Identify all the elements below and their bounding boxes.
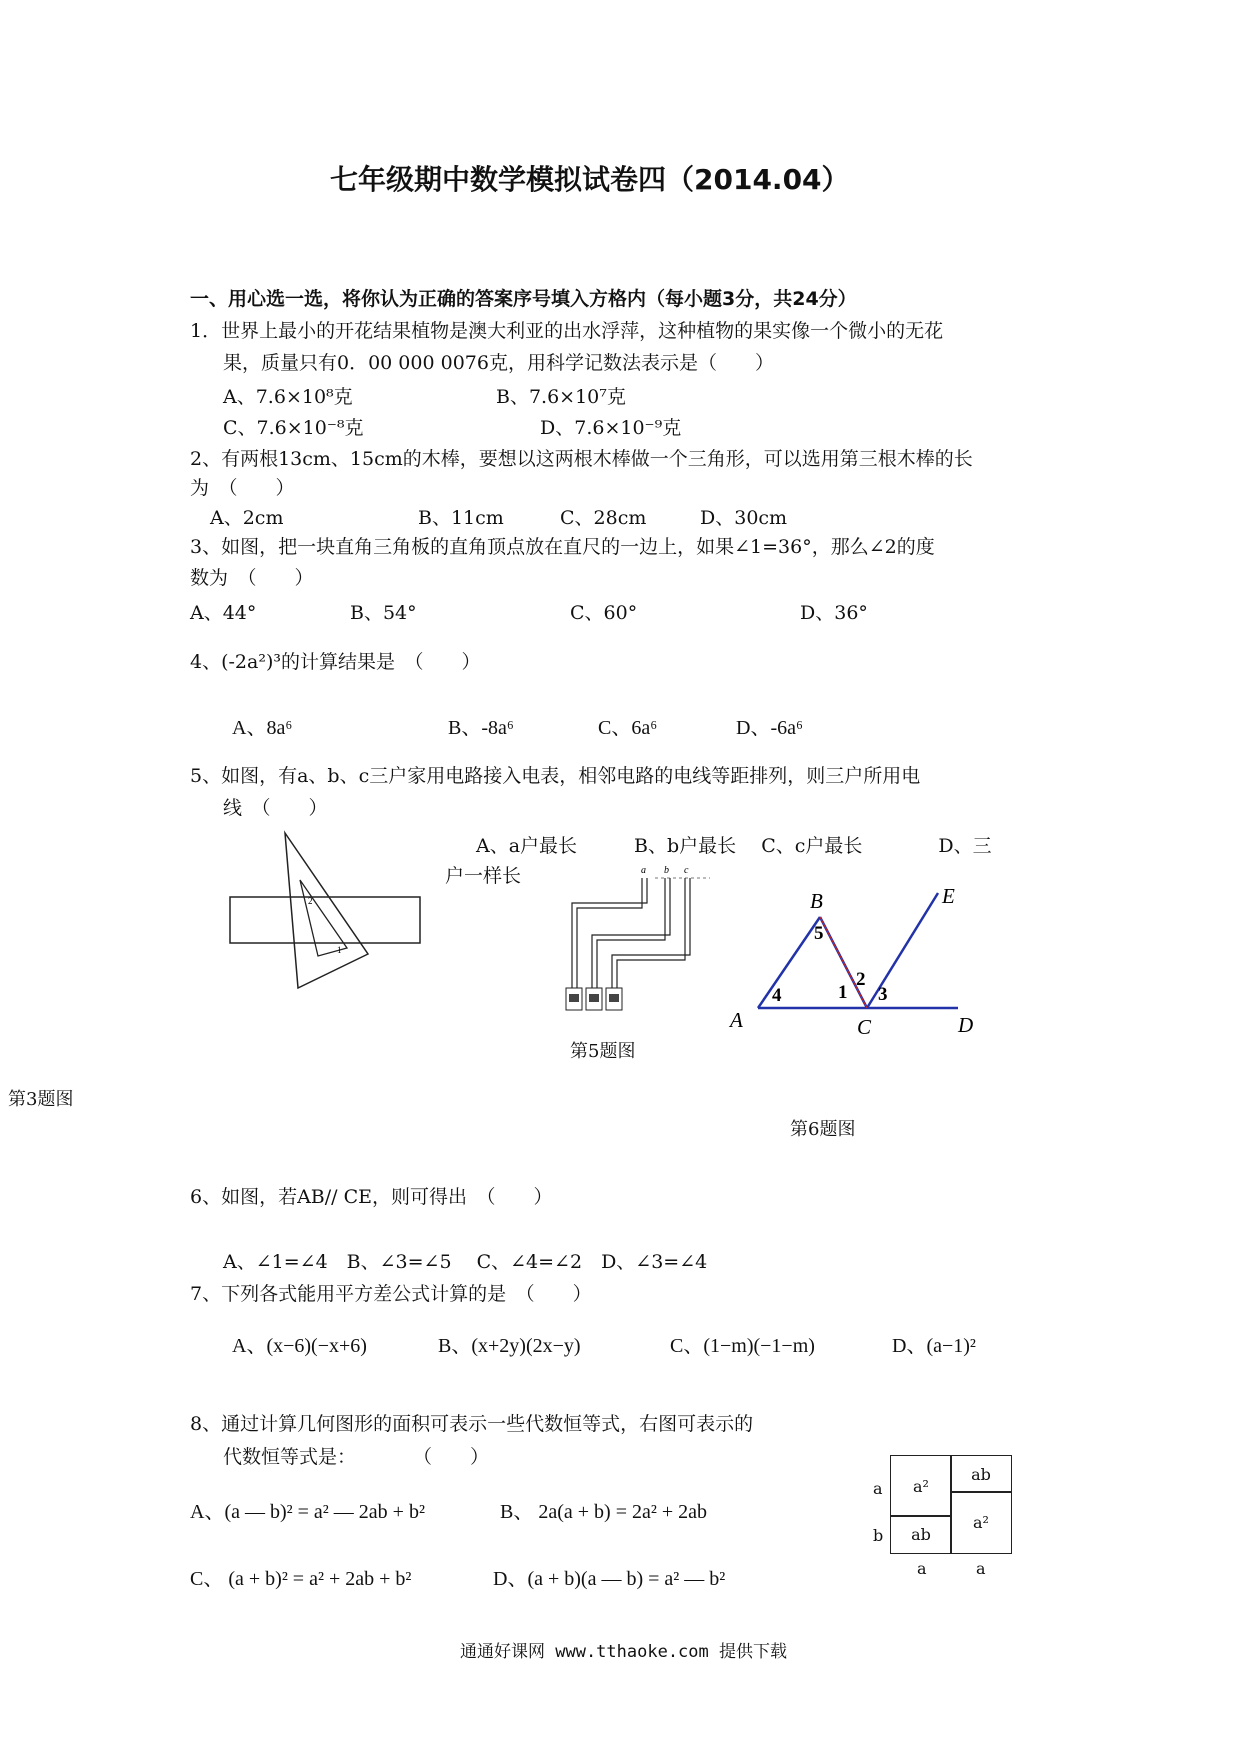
q4-option-d: D、-6a⁶ (736, 717, 803, 739)
q5-options-line1: A、a户最长 B、b户最长 C、c户最长 D、三 (476, 835, 992, 857)
wire-c-label: c (684, 865, 689, 876)
q8-option-a: A、(a — b)² = a² — 2ab + b² (190, 1501, 425, 1523)
q4-option-c: C、6a⁶ (598, 717, 658, 739)
bottom-label-a-left: a (917, 1559, 927, 1578)
q1-line2: 果，质量只有0．00 000 0076克，用科学记数法表示是（ ） (223, 352, 774, 374)
figure-5 (545, 860, 715, 1020)
side-label-b: b (873, 1526, 884, 1545)
q3-line1: 3、如图，把一块直角三角板的直角顶点放在直尺的一边上，如果∠1=36°，那么∠2的度 (190, 536, 935, 558)
bottom-label-a-right: a (976, 1559, 986, 1578)
wire-b-label: b (664, 865, 669, 876)
angle-3-label: 3 (878, 984, 888, 1005)
q2-option-c: C、28cm (560, 507, 647, 529)
q3-option-d: D、36° (800, 602, 868, 624)
q1-option-b: B、7.6×10⁷克 (496, 386, 626, 408)
q5-line1: 5、如图，有a、b、c三户家用电路接入电表，相邻电路的电线等距排列，则三户所用电 (190, 765, 921, 787)
q2-option-d: D、30cm (700, 507, 788, 529)
q1-option-c: C、7.6×10⁻⁸克 (223, 417, 364, 439)
q4-option-a: A、8a⁶ (232, 717, 293, 739)
q5-options-line2: 户一样长 (445, 865, 522, 887)
section-heading: 一、用心选一选，将你认为正确的答案序号填入方格内（每小题3分，共24分） (190, 288, 857, 310)
q8-option-d: D、(a + b)(a — b) = a² — b² (493, 1568, 726, 1590)
q1-option-a: A、7.6×10⁸克 (223, 386, 353, 408)
point-e-label: E (942, 884, 955, 908)
angle-4-label: 4 (772, 985, 782, 1006)
footer-text: 通通好课网 www.tthaoke.com 提供下载 (460, 1642, 787, 1662)
point-d-label: D (958, 1013, 974, 1037)
q1-option-d: D、7.6×10⁻⁹克 (540, 417, 682, 439)
q2-option-b: B、11cm (418, 507, 504, 529)
page-title: 七年级期中数学模拟试卷四（2014.04） (330, 163, 850, 196)
q7-option-c: C、(1−m)(−1−m) (670, 1335, 815, 1357)
q7-option-d: D、(a−1)² (892, 1335, 976, 1357)
q3-option-a: A、44° (190, 602, 257, 624)
square-a2-top-left: a² (890, 1455, 952, 1517)
point-c-label: C (857, 1015, 872, 1039)
rect-ab-top-right: ab (950, 1455, 1012, 1493)
q7-option-a: A、(x−6)(−x+6) (232, 1335, 367, 1357)
figure-3 (225, 830, 425, 990)
q8-line1: 8、通过计算几何图形的面积可表示一些代数恒等式，右图可表示的 (190, 1413, 754, 1435)
q2-line1: 2、有两根13cm、15cm的木棒，要想以这两根木棒做一个三角形，可以选用第三根木棒的长 (190, 448, 973, 470)
point-b-label: B (810, 889, 823, 913)
q1-line1: 1．世界上最小的开花结果植物是澳大利亚的出水浮萍，这种植物的果实像一个微小的无花 (190, 320, 944, 342)
angle-5-label: 5 (814, 923, 824, 944)
q5-line2: 线 （ ） (223, 797, 328, 819)
q2-option-a: A、2cm (210, 507, 284, 529)
figure-5-caption: 第5题图 (570, 1041, 636, 1062)
q7-stem: 7、下列各式能用平方差公式计算的是 （ ） (190, 1283, 592, 1305)
q3-option-c: C、60° (570, 602, 638, 624)
angle-1-label: 1 (337, 945, 342, 955)
q4-option-b: B、-8a⁶ (448, 717, 514, 739)
side-label-a: a (873, 1479, 883, 1498)
q3-line2: 数为 （ ） (190, 567, 314, 589)
q2-line2: 为 （ ） (190, 477, 295, 499)
q8-option-c: C、 (a + b)² = a² + 2ab + b² (190, 1568, 412, 1590)
wire-a-label: a (641, 865, 646, 876)
q4-stem: 4、(-2a²)³的计算结果是 （ ） (190, 651, 481, 673)
q8-line2: 代数恒等式是： （ ） (223, 1446, 490, 1468)
square-a2-bottom-right: a² (950, 1491, 1012, 1554)
q3-option-b: B、54° (350, 602, 417, 624)
angle-1-label: 1 (838, 982, 848, 1003)
angle-2-label: 2 (308, 896, 313, 906)
q6-stem: 6、如图，若AB// CE，则可得出 （ ） (190, 1186, 553, 1208)
q8-option-b: B、 2a(a + b) = 2a² + 2ab (500, 1501, 708, 1523)
q6-options: A、∠1=∠4 B、∠3=∠5 C、∠4=∠2 D、∠3=∠4 (223, 1251, 708, 1273)
angle-2-label: 2 (856, 969, 866, 990)
figure-6 (720, 875, 990, 1045)
rect-ab-bottom-left: ab (890, 1515, 952, 1554)
figure-3-caption: 第3题图 (8, 1089, 74, 1110)
figure-6-caption: 第6题图 (790, 1119, 856, 1140)
q7-option-b: B、(x+2y)(2x−y) (438, 1335, 581, 1357)
point-a-label: A (730, 1008, 743, 1032)
